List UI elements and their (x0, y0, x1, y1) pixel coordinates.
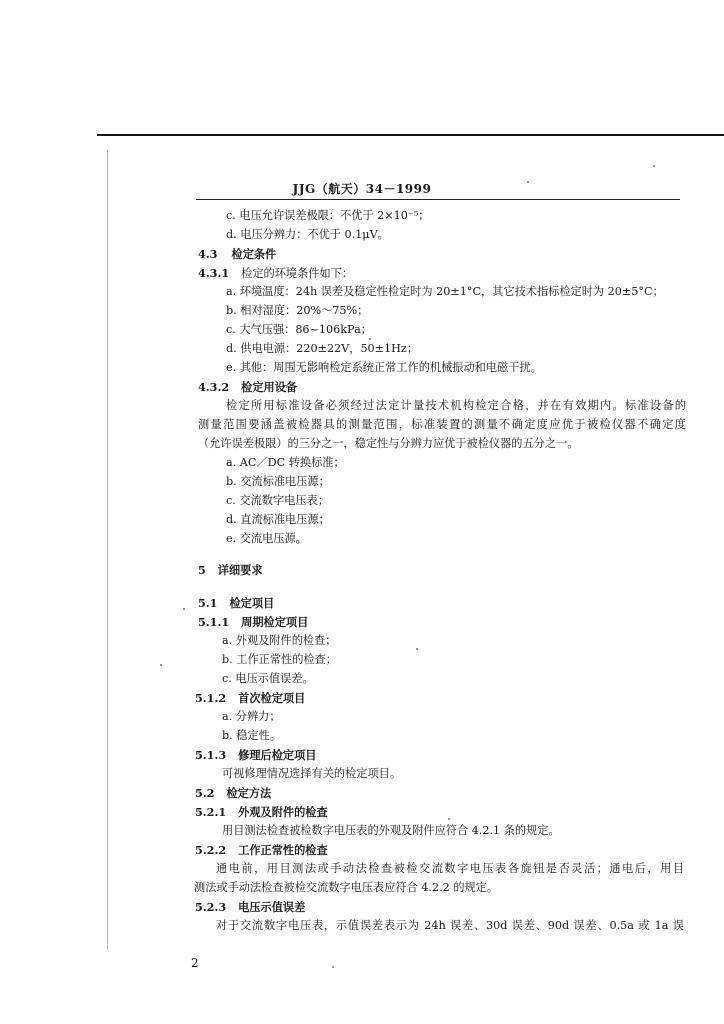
list-item: a. 环境温度：24h 误差及稳定性检定时为 20±1°C，其它技术指标检定时为 20±5°C； (226, 285, 664, 298)
list-item: d. 直流标准电压源； (226, 513, 330, 526)
section-title: 首次检定项目 (238, 691, 306, 705)
paragraph-line: 测法或手动法检查被检交流数字电压表应符合 4.2.2 的规定。 (194, 881, 499, 894)
scan-speck (183, 608, 185, 610)
list-item: d. 供电电源：220±22V，50±1Hz； (226, 342, 419, 355)
section-number: 5.1.2 (195, 691, 227, 705)
list-item: a. 外观及附件的检查； (222, 634, 337, 647)
section-title: 检定的环境条件如下： (241, 267, 354, 280)
section-title: 检定方法 (226, 786, 272, 800)
paragraph-line: 对于交流数字电压表，示值误差表示为 24h 误差、30d 误差、90d 误差、0.5a 或 1a 误 (216, 919, 684, 932)
scan-speck (369, 338, 371, 340)
list-item: e. 交流电压源。 (226, 532, 307, 545)
list-item: c. 大气压强：86~106kPa； (226, 323, 372, 336)
section-heading (198, 615, 308, 629)
section-number: 5.2.3 (195, 900, 227, 914)
list-item: c. 电压允许误差极限：不优于 2×10⁻⁵； (226, 209, 430, 222)
scan-speck (448, 818, 450, 820)
section-heading (198, 380, 297, 394)
section-heading (195, 748, 316, 762)
scan-speck (332, 966, 334, 968)
paragraph-line: 可视修理情况选择有关的检定项目。 (222, 767, 402, 780)
section-title: 检定项目 (229, 596, 275, 610)
section-number: 5 (198, 563, 206, 577)
section-heading (195, 691, 305, 705)
scan-speck (416, 648, 418, 650)
list-item: b. 交流标准电压源； (226, 475, 330, 488)
list-item: d. 电压分辨力：不优于 0.1μV。 (226, 228, 389, 241)
section-title: 修理后检定项目 (238, 748, 317, 762)
section-number: 4.3.1 (198, 266, 230, 280)
paragraph-line: 通电前，用目测法或手动法检查被检交流数字电压表各旋钮是否灵活；通电后，用目 (216, 862, 684, 875)
top-border-rule (97, 134, 724, 136)
section-heading (195, 900, 305, 914)
list-item: e. 其他：周围无影响检定系统正常工作的机械振动和电磁干扰。 (226, 361, 542, 374)
page-header: JJG（航天）34－1999 (292, 182, 432, 196)
section-number: 4.3 (198, 247, 218, 261)
header-rule (196, 199, 680, 200)
section-number: 4.3.2 (198, 380, 230, 394)
section-title: 检定条件 (231, 247, 277, 261)
section-title: 电压示值误差 (238, 900, 306, 914)
section-number: 5.2 (195, 786, 215, 800)
section-heading (195, 805, 328, 819)
list-item: a. AC／DC 转换标准； (226, 456, 345, 469)
page-number: 2 (191, 956, 199, 970)
scan-speck (527, 181, 529, 183)
section-title: 外观及附件的检查 (238, 805, 328, 819)
section-heading (198, 266, 353, 281)
scan-speck (160, 664, 162, 666)
list-item: a. 分辨力； (222, 710, 281, 723)
section-number: 5.2.2 (195, 843, 227, 857)
section-title: 周期检定项目 (241, 615, 309, 629)
list-item: b. 工作正常性的检查； (222, 653, 337, 666)
section-number: 5.1.1 (198, 615, 230, 629)
list-item: b. 稳定性。 (222, 729, 282, 742)
section-heading (198, 563, 263, 577)
list-item: c. 电压示值误差。 (222, 672, 314, 685)
section-title: 详细要求 (217, 563, 263, 577)
section-heading (198, 247, 276, 261)
paragraph-line: 检定所用标准设备必须经过法定计量技术机构检定合格，并在有效期内。标准设备的 (226, 399, 686, 412)
paragraph-line: 测量范围要涵盖被检器具的测量范围，标准装置的测量不确定度应优于被检仪器不确定度 (198, 418, 686, 431)
section-number: 5.1.3 (195, 748, 227, 762)
list-item: c. 交流数字电压表； (226, 494, 329, 507)
paragraph-line: （允许误差极限）的三分之一，稳定性与分辨力应优于被检仪器的五分之一。 (198, 437, 579, 450)
section-heading (198, 596, 274, 610)
scan-speck (653, 165, 655, 167)
section-title: 检定用设备 (241, 380, 298, 394)
scan-margin-line (107, 150, 108, 950)
paragraph-line: 用目测法检查被检数字电压表的外观及附件应符合 4.2.1 条的规定。 (222, 824, 560, 837)
section-number: 5.1 (198, 596, 218, 610)
list-item: b. 相对湿度：20%～75%； (226, 304, 369, 317)
section-number: 5.2.1 (195, 805, 227, 819)
section-heading (195, 843, 328, 857)
section-title: 工作正常性的检查 (238, 843, 328, 857)
section-heading (195, 786, 271, 800)
